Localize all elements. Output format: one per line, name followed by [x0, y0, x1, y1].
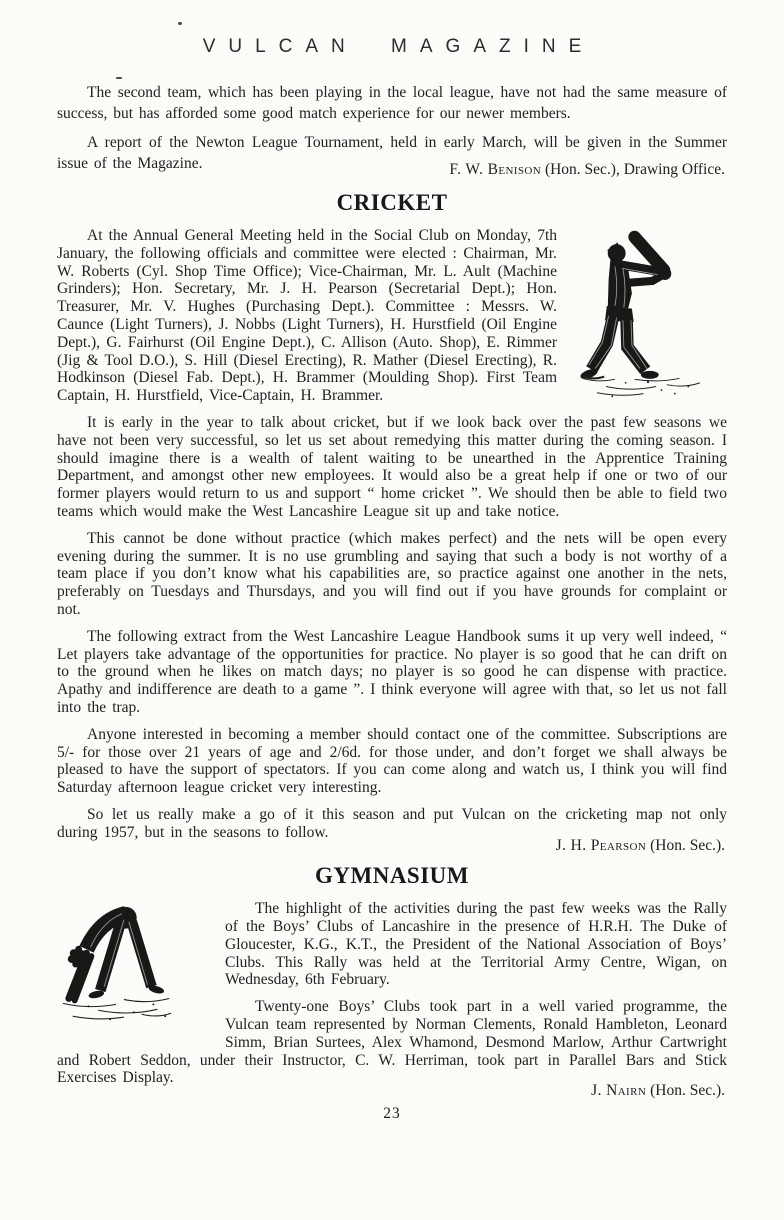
- cricket-batsman-illustration: [569, 229, 727, 401]
- signature-benison: [57, 159, 727, 180]
- scan-speck: [116, 77, 122, 79]
- cricket-paragraph: So let us really make a go of it this season and put Vulcan on the cricketing map not only during 1957, but in the seasons to follow.: [57, 805, 727, 841]
- cricket-heading: CRICKET: [336, 190, 448, 215]
- cricket-paragraph: The following extract from the West Lancashire League Handbook sums it up very well indeed, “ Let players take advantage of the opportunities for practice. No player is so good that he can drift on to the ground when he likes on match days; no player is so good he can dispense with practice. Apathy and indifference are death to a game ”. I think everyone will agree with that, so let us not fall into the trap.: [57, 627, 727, 716]
- intro-paragraph: A report of the Newton League Tournament, held in early March, will be given in the Summer issue of the Magazine.: [57, 134, 727, 172]
- cricket-paragraph: It is early in the year to talk about cricket, but if we look back over the past few seasons we have not been very successful, so let us set about remedying this matter during the coming season. I should imagine there is a wealth of talent waiting to be unearthed in the Apprentice Training Department, and amongst other new employees. It would also be a great help if one or two of our former players would return to us and support “ home cricket ”. We should then be able to field two teams which would make the West Lancashire League sit up and take notice.: [57, 413, 727, 520]
- signature-nairn: [57, 1082, 727, 1100]
- cricket-paragraph: At the Annual General Meeting held in the Social Club on Monday, 7th January, the following officials and committee were elected : Chairman, Mr. W. Roberts (Cyl. Shop Time Office); Vice-Chairman, Mr. L. Ault (Machine Grinders); Hon. Secretary, Mr. J. H. Pearson (Secretarial Dept.); Hon. Treasurer, Mr. V. Hughes (Purchasing Dept.). Committee : Messrs. W. Caunce (Light Turners), J. Nobbs (Light Turners), H. Hurstfield (Oil Engine Dept.), G. Fairhurst (Oil Engine Dept.), C. Allison (Auto. Shop), E. Rimmer (Jig & Tool D.O.), S. Hill (Diesel Erecting), R. Mather (Diesel Erecting), R. Hodkinson (Diesel Fab. Dept.), H. Brammer (Moulding Shop). First Team Captain, H. Hurstfield, Vice-Captain, H. Brammer.: [57, 227, 557, 405]
- cricket-section: [57, 190, 727, 854]
- signature-name: J. H. Pearson: [555, 836, 647, 854]
- signature-pearson: [57, 837, 727, 855]
- signature-name: F. W. Benison: [449, 161, 542, 178]
- gymnasium-paragraph: Twenty-one Boys’ Clubs took part in a well varied programme, the Vulcan team represented by Norman Clements, Ronald Hambleton, Leonard Simm, Brian Surtees, Alex Whamond, Desmond Marlow, Arthur Cartwright and Robert Seddon, under their Instructor, C. W. Herriman, took part in Parallel Bars and Stick Exercises Display.: [57, 998, 727, 1087]
- intro-paragraph: The second team, which has been playing in the local league, have not had the same measure of success, but has afforded some good match experience for our newer members.: [57, 84, 727, 122]
- signature-name: J. Nairn: [591, 1082, 647, 1100]
- intro-section: [57, 82, 727, 176]
- signature-rest: (Hon. Sec.), Drawing Office.: [541, 161, 725, 178]
- signature-rest: (Hon. Sec.).: [646, 836, 725, 854]
- gymnast-illustration: [57, 902, 225, 1042]
- cricket-paragraph: Anyone interested in becoming a member should contact one of the committee. Subscriptions are 5/- for those over 21 years of age and 2/6d. for those under, and don’t forget we shall always be pleased to have the support of spectators. If you can come along and watch us, I think you will find Saturday afternoon league cricket very interesting.: [57, 725, 727, 797]
- cricket-batsman-icon: [577, 229, 719, 399]
- gymnasium-section: [57, 863, 727, 1100]
- cricket-paragraph: This cannot be done without practice (which makes perfect) and the nets will be open every evening during the summer. It is no use grumbling and saying that such a body is not worthy of a team place if you don’t know what his capabilities are, so practice against one another in the nets, preferably on Tuesdays and Thursdays, and you will find out if you have grounds for complaint or not.: [57, 529, 727, 618]
- signature-rest: (Hon. Sec.).: [646, 1082, 725, 1100]
- gymnast-toe-touch-icon: [57, 902, 179, 1028]
- scan-speck: [178, 22, 182, 25]
- masthead-title: VULCAN MAGAZINE: [202, 36, 595, 57]
- gymnasium-heading: GYMNASIUM: [315, 863, 469, 889]
- page-number: 23: [383, 1105, 401, 1123]
- gymnasium-paragraph: The highlight of the activities during the past few weeks was the Rally of the Boys’ Clubs of Lancashire in the presence of H.R.H. The Duke of Gloucester, K.G., K.T., the President of the National Association of Boys’ Clubs. This Rally was held at the Territorial Army Centre, Wigan, on Wednesday, 6th February.: [225, 900, 727, 989]
